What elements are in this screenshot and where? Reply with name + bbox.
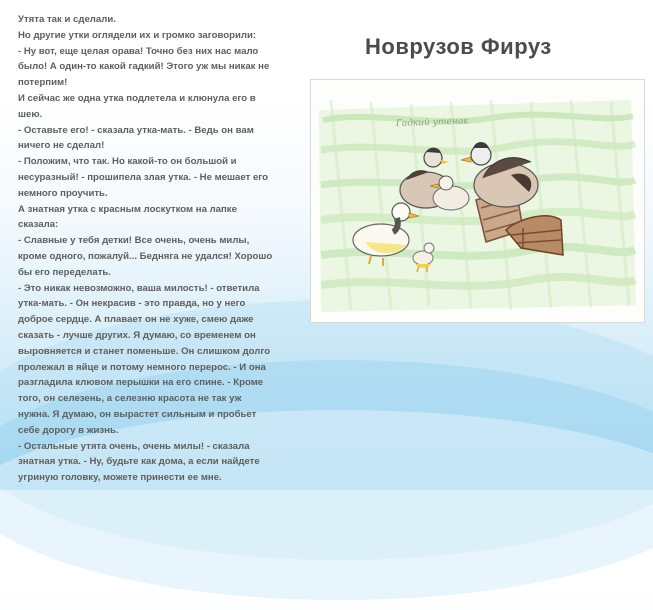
story-line: - Оставьте его! - сказала утка-мать. - Ведь он вам	[18, 124, 254, 136]
story-text	[18, 12, 314, 486]
story-line: - Остальные утята очень, очень милы! - сказала	[18, 440, 250, 452]
story-line: И сейчас же одна утка подлетела и клюнула его в	[18, 92, 256, 104]
story-line: немного проучить.	[18, 187, 108, 199]
author-title: Новрузов Фируз	[365, 34, 552, 59]
story-line: Но другие утки оглядели их и громко заговорили:	[18, 29, 257, 41]
story-line: кроме одного, пожалуй... Бедняга не удался! Хорошо	[18, 250, 273, 262]
story-line: - Положим, что так. Но какой-то он большой и	[18, 156, 237, 168]
story-line: потерпим!	[18, 77, 68, 89]
story-line: было! А один-то какой гадкий! Этого уж мы никак не	[18, 61, 270, 73]
story-line: - Это никак невозможно, ваша милость! - ответила	[18, 282, 260, 294]
story-line: шею.	[18, 108, 43, 120]
story-line: сказать - лучше других. Я думаю, со временем он	[18, 329, 256, 341]
story-line: - Славные у тебя детки! Все очень, очень милы,	[18, 235, 250, 247]
story-line: Утята так и сделали.	[18, 14, 116, 25]
story-line: сказала:	[18, 219, 59, 231]
story-line: пролежал в яйце и потому немного перерос. - И она	[18, 361, 266, 373]
child-drawing	[311, 80, 644, 322]
story-line: А знатная утка с красным лоскутком на лапке	[18, 203, 237, 215]
story-line: несуразный! - прошипела злая утка. - Не мешает его	[18, 171, 269, 183]
story-line: выровняется и станет поменьше. Он слишком долго	[18, 345, 271, 357]
drawing-caption: Гадкий утенок	[395, 116, 469, 129]
story-line: разгладила клювом перышки на его спине. - Кроме	[18, 377, 264, 389]
story-line: утка-мать. - Он некрасив - это правда, но у него	[18, 298, 246, 310]
story-line: бы его переделать.	[18, 266, 111, 278]
story-line: доброе сердце. А плавает он не хуже, смею даже	[18, 314, 254, 326]
story-line: себе дорогу в жизнь.	[18, 424, 119, 436]
story-line: того, он селезень, а селезню красота не так уж	[18, 393, 242, 405]
story-line: ничего не сделал!	[18, 140, 105, 152]
story-line: знатная утка. - Ну, будьте как дома, а если найдете	[18, 456, 260, 468]
story-line: - Ну вот, еще целая орава! Точно без них нас мало	[18, 45, 259, 57]
story-line: нужна. Я думаю, он вырастет сильным и пробьет	[18, 408, 257, 420]
story-line: угриную головку, можете принести ее мне.	[18, 472, 222, 484]
